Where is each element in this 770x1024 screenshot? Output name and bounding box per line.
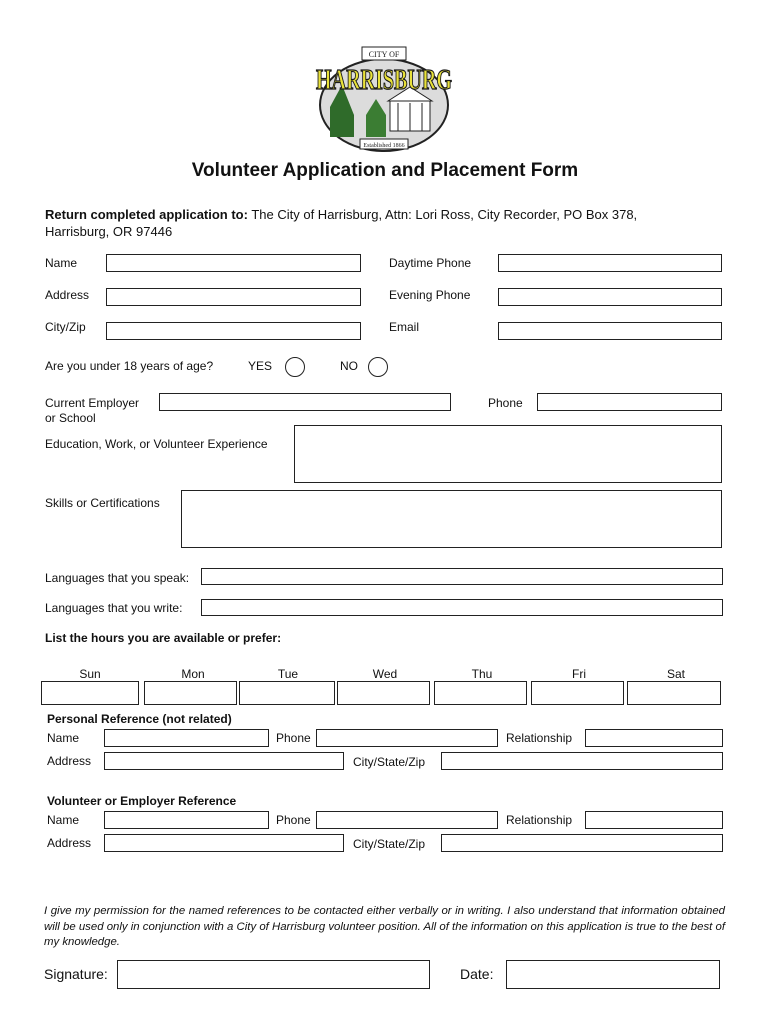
employer-label xyxy=(45,396,139,426)
logo-name: HARRISBURG xyxy=(316,65,453,96)
volunteer-ref-heading: Volunteer or Employer Reference xyxy=(47,794,237,808)
yes-label: YES xyxy=(248,359,273,373)
logo-top-text: CITY OF xyxy=(368,50,400,59)
email-field[interactable] xyxy=(498,322,722,340)
languages-speak-label: Languages that you speak: xyxy=(45,571,190,585)
personal-ref-name-label: Name xyxy=(47,731,80,745)
volunteer-ref-relationship-label: Relationship xyxy=(506,813,573,827)
name-field[interactable] xyxy=(106,254,361,272)
day-label-sat: Sat xyxy=(666,667,685,681)
personal-ref-relationship-label: Relationship xyxy=(506,731,573,745)
day-label-thu: Thu xyxy=(471,667,493,681)
signature-field[interactable] xyxy=(117,960,430,989)
personal-ref-city-field[interactable] xyxy=(441,752,723,770)
experience-label: Education, Work, or Volunteer Experience xyxy=(45,437,268,451)
yes-radio[interactable] xyxy=(285,357,305,377)
volunteer-ref-name-field[interactable] xyxy=(104,811,269,829)
signature-label: Signature: xyxy=(44,966,108,982)
skills-field[interactable] xyxy=(181,490,722,548)
volunteer-ref-phone-label: Phone xyxy=(276,813,311,827)
date-label: Date: xyxy=(460,966,494,982)
volunteer-ref-city-field[interactable] xyxy=(441,834,723,852)
day-field-sat[interactable] xyxy=(627,681,721,705)
no-radio[interactable] xyxy=(368,357,388,377)
hours-heading: List the hours you are available or prefer: xyxy=(45,631,282,645)
name-label: Name xyxy=(45,256,78,270)
day-field-thu[interactable] xyxy=(434,681,527,705)
employer-phone-field[interactable] xyxy=(537,393,722,411)
date-field[interactable] xyxy=(506,960,720,989)
personal-ref-address-label: Address xyxy=(47,754,92,768)
languages-write-field[interactable] xyxy=(201,599,723,616)
personal-ref-relationship-field[interactable] xyxy=(585,729,723,747)
personal-ref-phone-label: Phone xyxy=(276,731,311,745)
day-label-fri: Fri xyxy=(572,667,586,681)
experience-field[interactable] xyxy=(294,425,722,483)
return-label: Return completed application to: xyxy=(45,207,248,222)
volunteer-ref-name-label: Name xyxy=(47,813,80,827)
employer-label-line2: or School xyxy=(45,411,96,425)
personal-ref-heading: Personal Reference (not related) xyxy=(47,712,232,726)
city-logo xyxy=(310,45,458,157)
page-title: Volunteer Application and Placement Form xyxy=(191,160,579,181)
volunteer-ref-relationship-field[interactable] xyxy=(585,811,723,829)
under18-question: Are you under 18 years of age? xyxy=(45,359,214,373)
return-address-line2: Harrisburg, OR 97446 xyxy=(45,224,173,239)
day-label-mon: Mon xyxy=(181,667,205,681)
volunteer-ref-phone-field[interactable] xyxy=(316,811,498,829)
employer-field[interactable] xyxy=(159,393,451,411)
employer-label-line1: Current Employer xyxy=(45,396,140,410)
volunteer-ref-address-field[interactable] xyxy=(104,834,344,852)
day-label-wed: Wed xyxy=(372,667,398,681)
day-field-mon[interactable] xyxy=(144,681,237,705)
address-field[interactable] xyxy=(106,288,361,306)
day-label-tue: Tue xyxy=(277,667,299,681)
employer-phone-label: Phone xyxy=(488,396,523,410)
personal-ref-address-field[interactable] xyxy=(104,752,344,770)
day-field-sun[interactable] xyxy=(41,681,139,705)
logo-bottom-text: Established 1866 xyxy=(363,143,405,149)
no-label: NO xyxy=(340,359,358,373)
personal-ref-phone-field[interactable] xyxy=(316,729,498,747)
day-label-sun: Sun xyxy=(79,667,101,681)
day-field-fri[interactable] xyxy=(531,681,624,705)
return-instructions xyxy=(45,206,637,240)
day-field-tue[interactable] xyxy=(239,681,335,705)
email-label: Email xyxy=(389,320,420,334)
evening-phone-label: Evening Phone xyxy=(389,288,471,302)
city-zip-label: City/Zip xyxy=(45,320,86,334)
personal-ref-city-label: City/State/Zip xyxy=(353,755,426,769)
evening-phone-field[interactable] xyxy=(498,288,722,306)
volunteer-ref-address-label: Address xyxy=(47,836,92,850)
volunteer-ref-city-label: City/State/Zip xyxy=(353,837,426,851)
skills-label: Skills or Certifications xyxy=(45,496,160,510)
daytime-phone-field[interactable] xyxy=(498,254,722,272)
daytime-phone-label: Daytime Phone xyxy=(389,256,472,270)
languages-speak-field[interactable] xyxy=(201,568,723,585)
day-field-wed[interactable] xyxy=(337,681,430,705)
return-address-line1: The City of Harrisburg, Attn: Lori Ross, City Recorder, PO Box 378, xyxy=(247,207,638,222)
city-zip-field[interactable] xyxy=(106,322,361,340)
address-label: Address xyxy=(45,288,90,302)
personal-ref-name-field[interactable] xyxy=(104,729,269,747)
permission-statement: I give my permission for the named references to be contacted either verbally or in writing. I also understand that information obtained will be used only in conjunction with a City of Harrisburg volunteer position. All of the information on this application is true to the best of my knowledge. xyxy=(44,905,725,948)
languages-write-label: Languages that you write: xyxy=(45,601,183,615)
